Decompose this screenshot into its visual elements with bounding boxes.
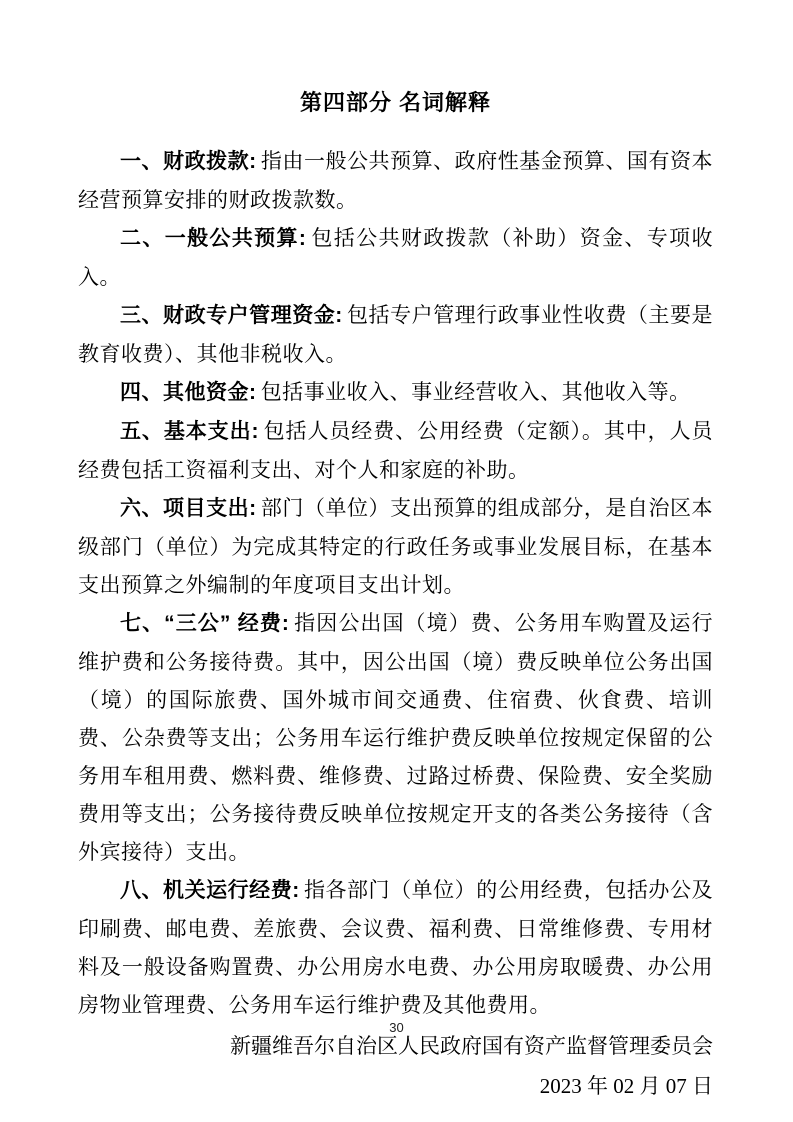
term-label-3: 三、财政专户管理资金:	[120, 304, 343, 327]
term-paragraph-4	[78, 373, 713, 412]
term-label-7: 七、“三公” 经费:	[120, 612, 290, 635]
term-body-8: 指各部门（单位）的公用经费，包括办公及印刷费、邮电费、差旅费、会议费、福利费、日常维修费、专用材料及一般设备购置费、办公用房水电费、办公用房取暖费、办公用房物业管理费、公务用车运行维护费及其他费用。	[78, 878, 713, 1017]
term-paragraph-3	[78, 296, 713, 373]
term-label-8: 八、机关运行经费:	[120, 879, 300, 902]
term-body-7: 指因公出国（境）费、公务用车购置及运行维护费和公务接待费。其中，因公出国（境）费反映单位公务出国（境）的国际旅费、国外城市间交通费、住宿费、伙食费、培训费、公杂费等支出；公务用车运行维护费反映单位按规定保留的公务用车租用费、燃料费、维修费、过路过桥费、保险费、安全奖励费用等支出；公务接待费反映单位按规定开支的各类公务接待（含外宾接待）支出。	[78, 611, 714, 864]
term-label-6: 六、项目支出:	[120, 497, 257, 520]
term-paragraph-2	[78, 219, 713, 296]
term-paragraph-8	[78, 871, 713, 1024]
term-body-6: 部门（单位）支出预算的组成部分，是自治区本级部门（单位）为完成其特定的行政任务或事业发展目标，在基本支出预算之外编制的年度项目支出计划。	[78, 496, 714, 597]
term-body-3: 包括专户管理行政事业性收费（主要是教育收费）、其他非税收入。	[78, 303, 713, 366]
signature-date: 2023 年 02 月 07 日	[539, 1074, 713, 1098]
term-paragraph-1	[78, 142, 713, 219]
term-body-1: 指由一般公共预算、政府性基金预算、国有资本经营预算安排的财政拨款数。	[78, 149, 714, 212]
term-label-4: 四、其他资金:	[120, 381, 257, 404]
document-title: 第四部分 名词解释	[299, 90, 492, 115]
term-body-2: 包括公共财政拨款（补助）资金、专项收入。	[78, 226, 713, 289]
term-paragraph-5	[78, 412, 713, 489]
document-body	[78, 142, 713, 1106]
term-label-2: 二、一般公共预算:	[120, 227, 307, 250]
signature-organization: 新疆维吾尔自治区人民政府国有资产监督管理委员会	[230, 1034, 713, 1058]
signature-block	[78, 1026, 713, 1106]
term-body-4: 包括事业收入、事业经营收入、其他收入等。	[260, 380, 691, 404]
term-paragraph-6	[78, 489, 713, 604]
term-paragraph-7	[78, 604, 713, 871]
term-label-1: 一、财政拨款:	[120, 150, 257, 173]
term-body-5: 包括人员经费、公用经费（定额）。其中，人员经费包括工资福利支出、对个人和家庭的补助。	[78, 419, 713, 482]
page-number: 30	[389, 1020, 404, 1035]
term-label-5: 五、基本支出:	[120, 420, 260, 443]
